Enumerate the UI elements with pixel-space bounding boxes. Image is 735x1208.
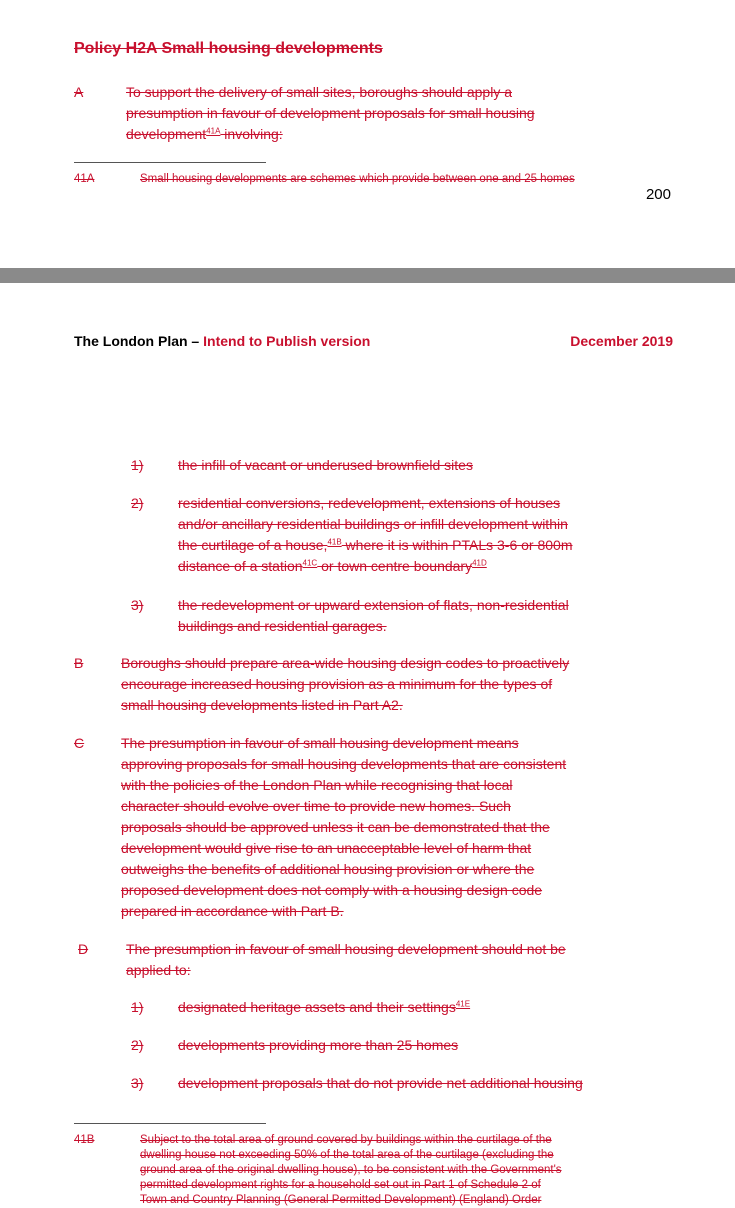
document-page-bottom (0, 283, 735, 1206)
list-item: the infill of vacant or underused brownfield sites (178, 457, 473, 473)
section-a-text: To support the delivery of small sites, boroughs should apply a presumption in favour of development proposals for small housing development$^{41A}$ involving: (126, 84, 535, 142)
page-number: 200 (645, 186, 671, 203)
section-letter-b: B (74, 655, 84, 671)
list-number: 3) (131, 597, 144, 613)
list-number: 1) (131, 457, 144, 473)
section-letter-d: D (78, 941, 89, 957)
document-page-top (0, 0, 735, 268)
list-number: 1) (131, 999, 144, 1015)
footnote-41a-text: Small housing developments are schemes which provide between one and 25 homes (140, 173, 575, 185)
list-item: developments providing more than 25 homes (178, 1037, 459, 1053)
footnote-rule (74, 1123, 266, 1124)
policy-heading: Policy H2A Small housing developments (74, 40, 383, 57)
list-item: development proposals that do not provide net additional housing (178, 1075, 583, 1091)
footnote-label-41b: 41B (74, 1134, 95, 1146)
footnote-label-41a: 41A (74, 173, 95, 185)
footnote-41b-text: Subject to the total area of ground covered by buildings within the curtilage of the dwelling house not exceeding 50% of the total area of the curtilage (excluding the ground area of the original dwelling house), to be consistent with the Government's permitted development rights for a household set out in Part 1 of Schedule 2 of Town and Country Planning (General Permitted Development) (England) Order (140, 1134, 562, 1206)
section-d-text: The presumption in favour of small housing development should not be applied to: (126, 941, 566, 978)
section-c-text: The presumption in favour of small housing development means approving proposals for small housing developments that are consistent with the policies of the London Plan while recognising that local character should evolve over time to provide new homes. Such proposals should be approved unless it can be demonstrated that the development would give rise to an unacceptable level of harm that outweighs the benefits of additional housing provision or where the proposed development does not comply with a housing design code prepared in accordance with Part B. (121, 735, 567, 919)
running-header-date: December 2019 (570, 333, 673, 349)
list-item: residential conversions, redevelopment, extensions of houses and/or ancillary residential buildings or infill development within the curtilage of a house,$^{41B}$ where it is within PTALs 3-6 or 800m distance of a station$^{41C}$ or town centre boundary$^{41D}$ (178, 495, 573, 574)
list-item: the redevelopment or upward extension of flats, non-residential buildings and residential garages. (178, 597, 569, 634)
section-b-text: Boroughs should prepare area-wide housing design codes to proactively encourage increased housing provision as a minimum for the types of small housing developments listed in Part A2. (121, 655, 570, 713)
list-number: 2) (131, 495, 144, 511)
page-divider (0, 268, 735, 283)
list-number: 3) (131, 1075, 144, 1091)
list-item: designated heritage assets and their settings$^{41E}$ (178, 999, 471, 1015)
section-letter-c: C (74, 735, 85, 751)
footnote-rule (74, 162, 266, 163)
list-number: 2) (131, 1037, 144, 1053)
running-header-title: The London Plan – Intend to Publish version (74, 333, 371, 349)
section-letter-a: A (74, 84, 84, 100)
